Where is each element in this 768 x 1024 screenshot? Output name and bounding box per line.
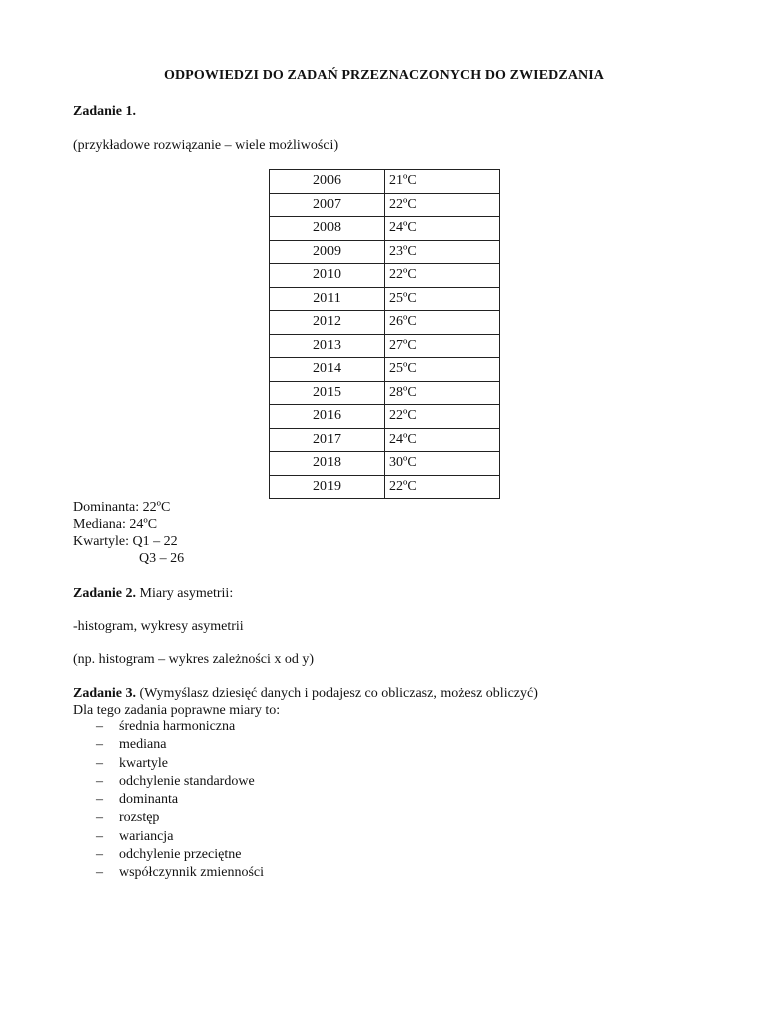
temperature-cell: 23ºC — [385, 240, 500, 264]
task3-intro: Dla tego zadania poprawne miary to: — [73, 703, 281, 718]
task2-heading-line — [73, 585, 233, 602]
table-row — [270, 452, 500, 476]
list-item — [96, 718, 264, 736]
temperature-cell: 30ºC — [385, 452, 500, 476]
year-cell: 2008 — [270, 217, 385, 241]
year-cell: 2013 — [270, 334, 385, 358]
measures-list — [96, 718, 264, 883]
temperature-cell: 22ºC — [385, 193, 500, 217]
list-dash: – — [96, 810, 103, 826]
year-cell: 2010 — [270, 264, 385, 288]
task2-line2: (np. histogram – wykres zależności x od y) — [73, 652, 315, 667]
year-cell: 2016 — [270, 405, 385, 429]
dominanta-line: Dominanta: 22ºC — [73, 500, 171, 515]
list-dash: – — [96, 792, 103, 808]
year-cell: 2018 — [270, 452, 385, 476]
task3-heading-line — [73, 685, 538, 702]
list-dash: – — [96, 847, 103, 863]
list-item-label: odchylenie przeciętne — [119, 847, 242, 863]
year-cell: 2019 — [270, 475, 385, 499]
list-dash: – — [96, 755, 103, 771]
table-row — [270, 311, 500, 335]
task2-heading-rest: Miary asymetrii: — [136, 586, 234, 601]
list-item-label: średnia harmoniczna — [119, 719, 236, 734]
year-cell: 2007 — [270, 193, 385, 217]
temperature-cell: 22ºC — [385, 405, 500, 429]
list-item — [96, 828, 264, 846]
temperature-cell: 25ºC — [385, 287, 500, 311]
table-row — [270, 287, 500, 311]
year-cell: 2006 — [270, 170, 385, 194]
temperature-cell: 24ºC — [385, 428, 500, 452]
temperature-table — [269, 169, 500, 499]
table-row — [270, 358, 500, 382]
list-item-label: współczynnik zmienności — [119, 865, 265, 881]
list-item — [96, 846, 264, 864]
list-item — [96, 791, 264, 809]
year-cell: 2014 — [270, 358, 385, 382]
temperature-cell: 25ºC — [385, 358, 500, 382]
table-row — [270, 217, 500, 241]
table-row — [270, 405, 500, 429]
task2-line1: -histogram, wykresy asymetrii — [73, 619, 244, 634]
year-cell: 2012 — [270, 311, 385, 335]
list-dash: – — [96, 828, 103, 844]
task2-heading: Zadanie 2. — [73, 586, 137, 601]
task1-heading: Zadanie 1. — [73, 104, 137, 119]
list-item — [96, 736, 264, 754]
list-item-label: odchylenie standardowe — [119, 773, 255, 789]
list-dash: – — [96, 737, 103, 753]
list-dash: – — [96, 773, 103, 789]
year-cell: 2011 — [270, 287, 385, 311]
year-cell: 2015 — [270, 381, 385, 405]
list-item — [96, 864, 264, 882]
temperature-cell: 21ºC — [385, 170, 500, 194]
list-item — [96, 755, 264, 773]
table-row — [270, 170, 500, 194]
kwartyle-q3-line: Q3 – 26 — [139, 551, 185, 566]
list-dash: – — [96, 719, 103, 734]
year-cell: 2009 — [270, 240, 385, 264]
year-cell: 2017 — [270, 428, 385, 452]
temperature-cell: 26ºC — [385, 311, 500, 335]
table-row — [270, 193, 500, 217]
list-item-label: wariancja — [119, 828, 174, 844]
mediana-line: Mediana: 24ºC — [73, 517, 158, 532]
task3-heading-rest: (Wymyślasz dziesięć danych i podajesz co obliczasz, możesz obliczyć) — [136, 686, 538, 701]
temperature-cell: 22ºC — [385, 475, 500, 499]
list-item-label: rozstęp — [119, 810, 160, 826]
task1-note: (przykładowe rozwiązanie – wiele możliwości) — [73, 138, 339, 153]
kwartyle-q1-line: Kwartyle: Q1 – 22 — [73, 534, 178, 549]
table-row — [270, 381, 500, 405]
document-title: ODPOWIEDZI DO ZADAŃ PRZEZNACZONYCH DO ZWIEDZANIA — [163, 68, 604, 83]
table-row — [270, 428, 500, 452]
table-row — [270, 264, 500, 288]
temperature-cell: 22ºC — [385, 264, 500, 288]
table-row — [270, 334, 500, 358]
list-dash: – — [96, 865, 103, 881]
table-row — [270, 475, 500, 499]
list-item-label: kwartyle — [119, 755, 168, 771]
temperature-cell: 24ºC — [385, 217, 500, 241]
temperature-cell: 27ºC — [385, 334, 500, 358]
task3-heading: Zadanie 3. — [73, 686, 137, 701]
temperature-cell: 28ºC — [385, 381, 500, 405]
list-item-label: mediana — [119, 737, 167, 753]
list-item — [96, 773, 264, 791]
list-item — [96, 809, 264, 827]
list-item-label: dominanta — [119, 792, 179, 808]
table-row — [270, 240, 500, 264]
